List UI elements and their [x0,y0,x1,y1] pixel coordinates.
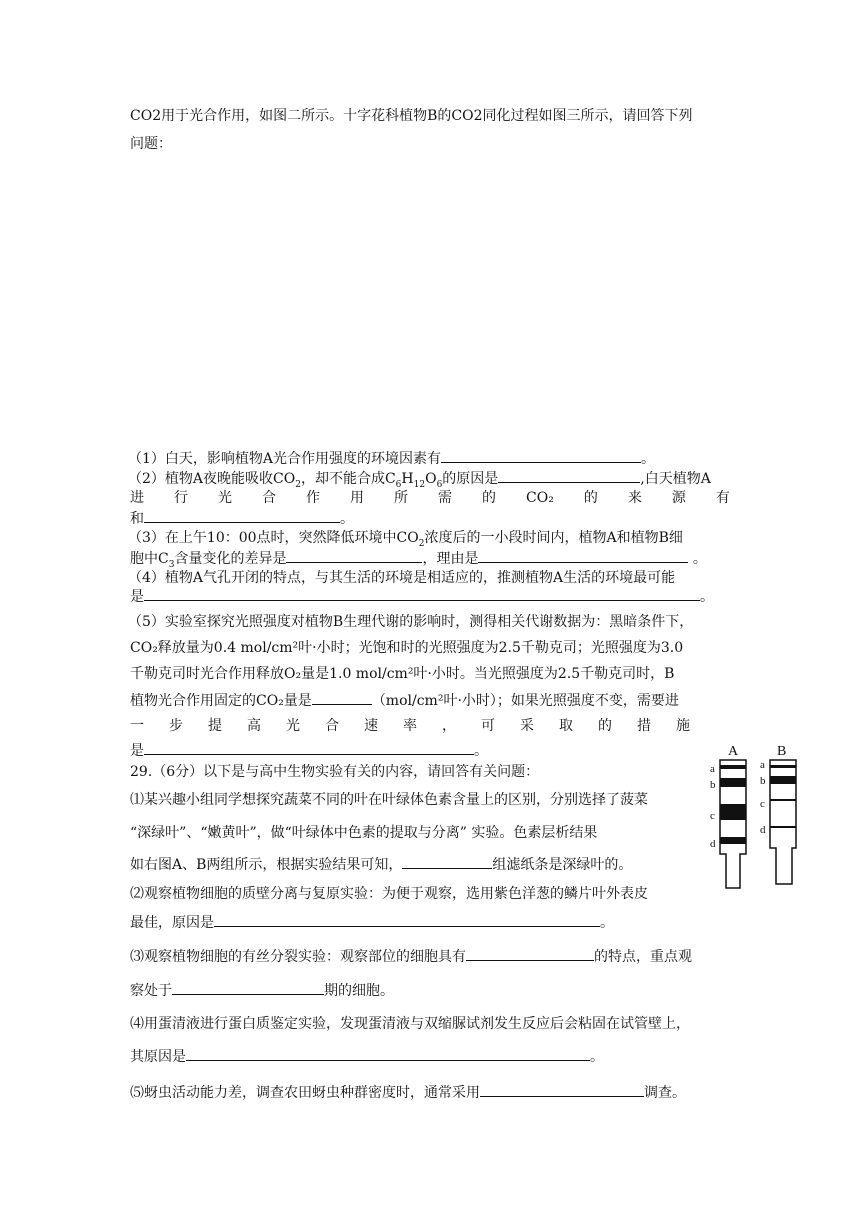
word: 合 [325,718,339,734]
question-2-text-b: ，却不能合成C [300,471,396,487]
word: ， [442,718,456,734]
word: 的 [598,718,612,734]
question-4-line-2 [130,586,714,607]
word: 一 [130,718,144,734]
q29-s2-line-1: ⑵观察植物细胞的质壁分离与复原实验：为便于观察，选用紫色洋葱的鳞片叶外表皮 [130,886,648,902]
q29-s3-line-2 [130,980,394,1001]
word: 需 [438,490,452,506]
question-1-end: 。 [641,451,656,467]
word: 行 [174,490,188,506]
answer-blank-q3-2[interactable] [478,548,688,563]
strip-b-band-label: b [760,775,766,787]
strip-b-band-label: a [760,759,765,771]
question-2-text-d: O [425,471,437,487]
q29-s4-line-2 [130,1046,604,1067]
word: 用 [350,490,364,506]
q29-s4-line-1: ⑷用蛋清液进行蛋白质鉴定实验，发现蛋清液与双缩脲试剂发生反应后会粘固在试管壁上， [130,1016,690,1032]
question-5-line-2: CO₂释放量为0.4 mol/cm²叶·小时；光饱和时的光照强度为2.5千勒克司；光照强度为3.0 [130,640,684,656]
word: 的 [583,490,598,506]
question-2-text-e: 的原因是 [442,471,499,487]
strip-b-band-label: c [760,798,765,810]
answer-blank-q5-2[interactable] [144,740,474,755]
word: 进 [130,490,144,506]
question-3-line-2-c: ，理由是 [422,551,479,567]
strip-b-label: B [777,744,787,759]
intro-line-2: 问题： [130,136,172,152]
word: 所 [394,490,408,506]
word: 取 [559,718,573,734]
question-5-line-6 [130,740,488,761]
strip-b-band-label: d [760,824,766,836]
answer-blank-q29-3[interactable] [466,946,594,961]
word: 可 [481,718,495,734]
strip-a-band-label: b [710,779,716,791]
question-5-line-1: （5）实验室探究光照强度对植物B生理代谢的影响时，测得相关代谢数据为：黑暗条件下， [128,614,694,630]
word: 率 [403,718,417,734]
question-5-line-4-a: 植物光合作用固定的CO₂量是 [130,693,312,709]
word: 作 [306,490,320,506]
strip-a-band-label: c [710,810,715,822]
strip-b-band-a [770,765,796,768]
question-2-text-c: H [401,471,414,487]
q29-s5-line [130,1082,686,1103]
word: 提 [208,718,222,734]
q29-s1-line-3-a: 如右图A、B两组所示，根据实验结果可知， [130,857,403,873]
q29-s5-a: ⑸蚜虫活动能力差，调查农田蚜虫种群密度时，通常采用 [130,1085,480,1101]
q29-s2-line-2-a: 最佳，原因是 [130,915,214,931]
word: 光 [218,490,232,506]
intro-line-1: CO2用于光合作用，如图二所示。十字花科植物B的CO2同化过程如图三所示，请回答下列 [130,108,693,124]
word: 的 [482,490,496,506]
word: 源 [671,490,686,506]
strip-a-label: A [728,744,739,759]
q29-s1-line-2: “深绿叶”、“嫩黄叶”，做“叶绿体中色素的提取与分离” 实验。色素层析结果 [130,825,598,841]
answer-blank-q29-5[interactable] [186,1046,590,1061]
q29-s3-line-2-a: 察处于 [130,983,172,999]
question-5-line-5 [130,716,690,736]
q29-s2-line-2-b: 。 [600,915,614,931]
strip-a-band-label: d [710,838,716,850]
answer-blank-q3-1[interactable] [286,548,422,563]
word: 光 [286,718,300,734]
question-2-line-3-b: 。 [340,511,354,527]
answer-blank-q5-1[interactable] [312,690,372,705]
question-1 [128,448,655,469]
strip-b-band-b [770,776,796,784]
subscript: 6 [395,479,402,490]
question-2-text-a: （2）植物A夜晚能吸收CO [128,471,296,487]
subscript: 12 [413,479,426,490]
question-5-line-4 [130,690,679,711]
strip-a-band-a [720,765,746,769]
strip-a-band-c [720,804,746,820]
word: 措 [637,718,651,734]
subscript: 6 [436,479,443,490]
answer-blank-q29-6[interactable] [480,1082,644,1097]
question-3-text-b: 浓度后的一小段时间内，植物A和植物B细 [424,530,683,546]
word: 来 [627,490,642,506]
question-4-line-2-a: 是 [130,589,144,605]
q29-s3-line-2-b: 期的细胞。 [324,983,394,999]
q29-s3-line-1-b: 的特点，重点观 [594,949,692,965]
subscript: 2 [295,479,301,490]
question-2-line-3 [130,508,354,529]
question-5-line-3: 千勒克司时光合作用释放O₂量是1.0 mol/cm²叶·小时。当光照强度为2.5千勒克司时，B [130,666,675,682]
word: 步 [169,718,183,734]
strip-a-band-label: a [710,763,715,775]
word: 高 [247,718,261,734]
question-3-line-2-b: 含量变化的差异是 [174,551,287,567]
q29-s1-line-1: ⑴某兴趣小组同学想探究蔬菜不同的叶在叶绿体色素含量上的区别，分别选择了菠菜 [130,792,648,808]
word: 采 [520,718,534,734]
answer-blank-q1[interactable] [441,448,641,463]
q29-s3-line-1-a: ⑶观察植物细胞的有丝分裂实验：观察部位的细胞具有 [130,949,466,965]
question-2-line-2 [130,488,730,508]
question-4: （4）植物A气孔开闭的特点，与其生活的环境是相适应的，推测植物A生活的环境最可能 [128,570,676,586]
strip-a-band-d [720,837,746,844]
strip-a-band-b [720,778,746,787]
q29-s4-line-2-a: 其原因是 [130,1049,186,1065]
question-5-line-6-b: 。 [474,743,488,759]
word: CO₂ [526,490,554,506]
strip-b-band-c [770,799,796,801]
subscript: 3 [168,559,175,570]
question-2-text-f: ,白天植物A [640,471,711,487]
answer-blank-q29-2[interactable] [214,912,600,927]
question-4-line-2-b: 。 [700,589,714,605]
answer-blank-q29-4[interactable] [172,980,324,995]
strip-b-band-d [770,826,796,828]
chromatography-figure [712,742,812,902]
word: 速 [364,718,378,734]
answer-blank-q2-1[interactable] [498,468,640,483]
answer-blank-q29-1[interactable] [402,854,492,869]
question-29-header: 29.（6分）以下是与高中生物实验有关的内容，请回答有关问题： [130,764,540,780]
question-5-line-4-b: （mol/cm²叶·小时）；如果光照强度不变，需要进 [371,693,679,709]
q29-s5-b: 调查。 [644,1085,686,1101]
q29-s2-line-2 [130,912,614,933]
word: 合 [262,490,276,506]
question-5-line-6-a: 是 [130,743,144,759]
answer-blank-q2-2[interactable] [144,508,340,523]
word: 有 [715,490,730,506]
q29-s3-line-1 [130,946,692,967]
subscript: 2 [418,538,425,549]
word: 施 [676,718,690,734]
answer-blank-q4[interactable] [144,586,700,601]
question-3-line-2-a: 胞中C [130,551,169,567]
q29-s4-line-2-b: 。 [590,1049,604,1065]
question-3-line-2-d: 。 [688,551,707,567]
q29-s1-line-3-b: 组滤纸条是深绿叶的。 [492,857,633,873]
question-1-text: （1）白天，影响植物A光合作用强度的环境因素有 [128,451,442,467]
question-3-text-a: （3）在上午10：00点时，突然降低环境中CO [128,530,419,546]
question-2-line-3-a: 和 [130,511,144,527]
q29-s1-line-3 [130,854,632,875]
